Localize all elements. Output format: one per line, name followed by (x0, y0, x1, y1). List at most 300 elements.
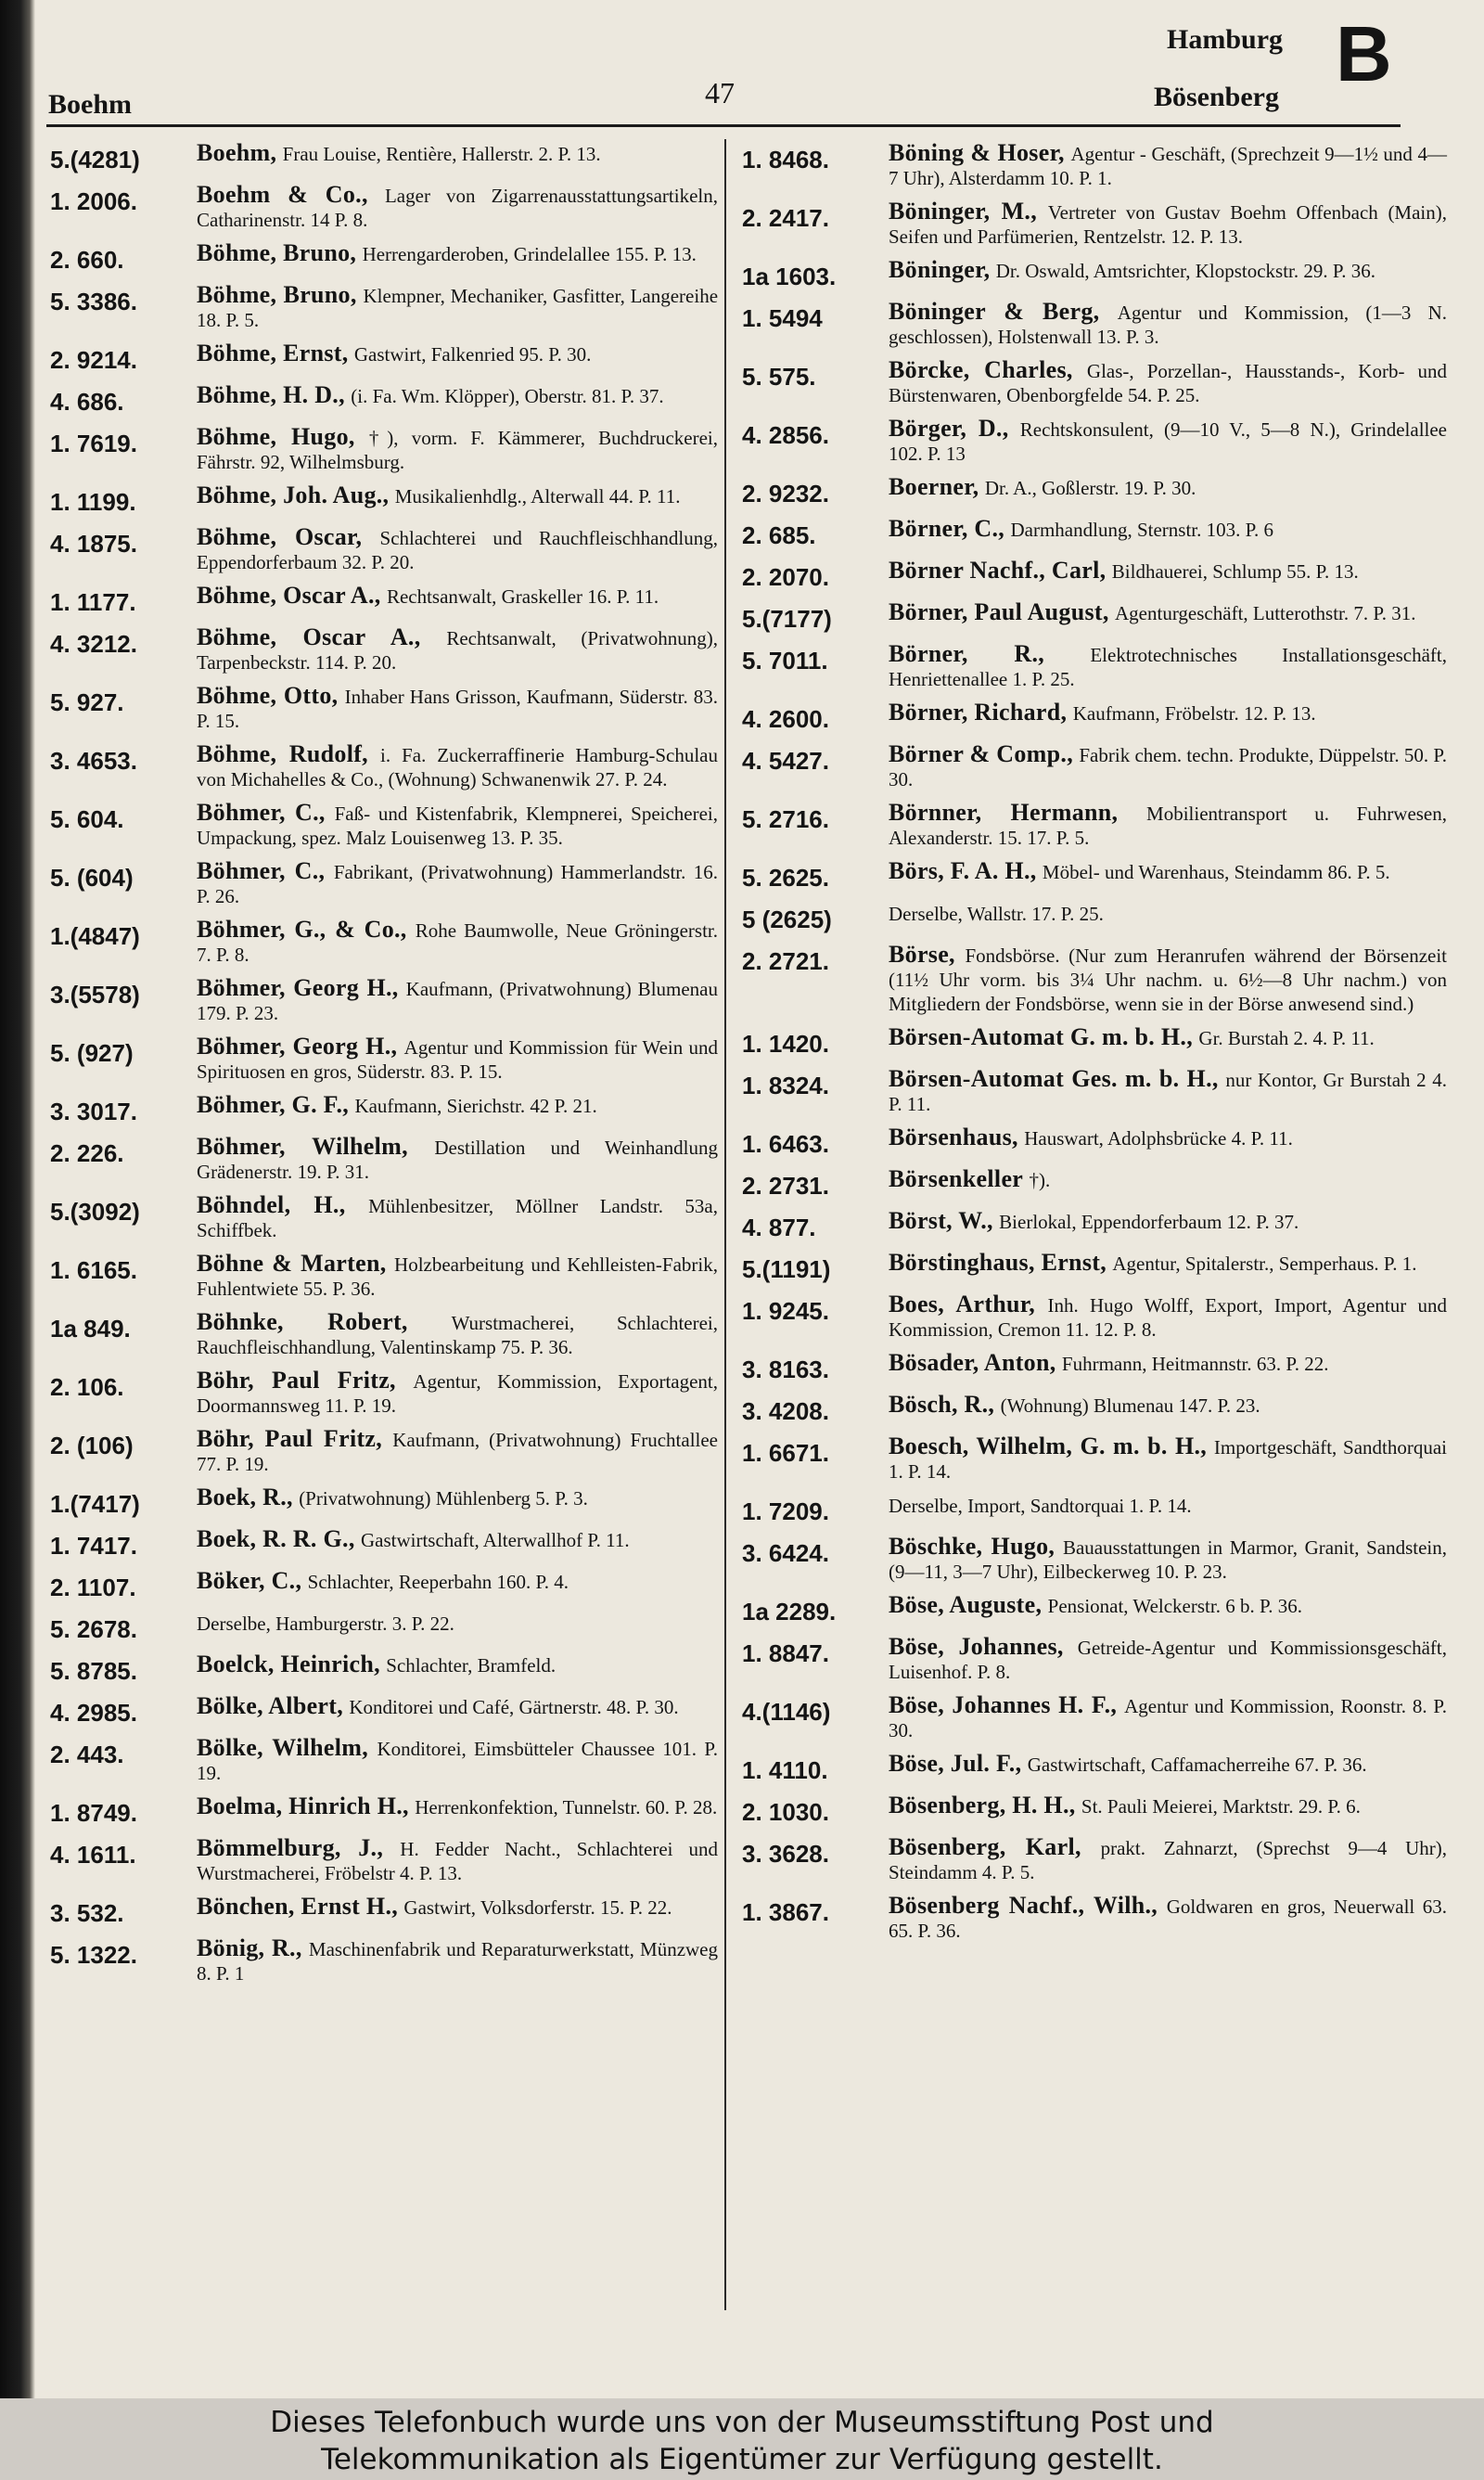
directory-entry (742, 1493, 1447, 1525)
entry-description: Mühlenbesitzer, Möllner Landstr. 53a, Schiffbek. (197, 1195, 719, 1241)
section-letter: B (1336, 10, 1392, 97)
phone-number: 1. 1420. (742, 1030, 829, 1058)
directory-entry (742, 141, 1447, 190)
phone-number: 5. 2716. (742, 805, 829, 833)
entry-description: Destillation und Weinhandlung Grädenerstr. 19. P. 31. (197, 1137, 719, 1183)
entry-name: Böhme, Otto, (197, 682, 339, 709)
entry-text (881, 300, 1447, 349)
phone-number: 3. 4653. (50, 747, 137, 775)
phone-number: 2. 106. (50, 1373, 124, 1401)
directory-entry (50, 283, 718, 332)
entry-name: Boerner, (889, 473, 979, 500)
entry-description: Fabrik chem. techn. Produkte, Düppelstr. 50. P. 30. (889, 744, 1447, 790)
entry-name: Börs, F. A. H., (889, 857, 1037, 884)
directory-entry (742, 300, 1447, 349)
directory-entry (50, 1694, 718, 1727)
entry-name: Bönchen, Ernst H., (197, 1893, 399, 1920)
phone-number: 5. 7011. (742, 647, 828, 675)
phone-number: 1. 3867. (742, 1898, 829, 1926)
entry-text (881, 1067, 1447, 1116)
phone-number: 1. 7209. (742, 1497, 829, 1525)
entry-text (189, 1794, 718, 1819)
entry-description: Bauausstattungen in Marmor, Granit, Sandstein, (9—11, 3—7 Uhr), Eilbeckerweg 10. P. 23. (889, 1536, 1448, 1583)
entry-description: Schlachterei und Rauchfleischhandlung, Eppendorferbaum 32. P. 20. (197, 527, 719, 573)
directory-entry (742, 1393, 1447, 1425)
phone-number: 2. 2731. (742, 1172, 829, 1200)
entry-text (189, 1485, 718, 1510)
directory-entry (50, 1093, 718, 1125)
entry-name: Böhnke, Robert, (197, 1308, 408, 1335)
phone-number: 5. 2625. (742, 864, 829, 892)
directory-entry (742, 517, 1447, 549)
phone-number: 1. 5494 (742, 304, 823, 332)
entry-name: Böhmer, Georg H., (197, 1033, 398, 1060)
phone-number: 4. 877. (742, 1214, 816, 1241)
left-column (50, 141, 718, 1995)
entry-description: Rechtsanwalt, Graskeller 16. P. 11. (386, 585, 659, 608)
entry-text (881, 1835, 1447, 1884)
directory-entry (50, 1427, 718, 1476)
entry-description: Musikalienhdlg., Alterwall 44. P. 11. (394, 485, 681, 508)
entry-description: Agentur und Kommission, Roonstr. 8. P. 30. (889, 1695, 1448, 1741)
entry-text (189, 1193, 718, 1242)
directory-entry (50, 684, 718, 733)
entry-text (881, 1251, 1447, 1276)
entry-description: Kaufmann, (Privatwohnung) Blumenau 179. P. 23. (197, 978, 719, 1024)
entry-text (881, 475, 1447, 500)
entry-text (881, 700, 1447, 726)
entry-description: Elektrotechnisches Installationsgeschäft, Henriettenallee 1. P. 25. (889, 644, 1447, 690)
entry-description: Gastwirt, Volksdorferstr. 15. P. 22. (403, 1896, 672, 1919)
entry-description: Schlachter, Reeperbahn 160. P. 4. (307, 1571, 569, 1593)
entry-description: Gastwirt, Falkenried 95. P. 30. (353, 343, 592, 366)
entry-description: Fabrikant, (Privatwohnung) Hammerlandstr. 16. P. 26. (197, 861, 719, 907)
directory-entry (742, 1793, 1447, 1826)
phone-number: 1. 1177. (50, 588, 136, 616)
entry-name: Bölke, Wilhelm, (197, 1734, 369, 1761)
entry-description: Agentur und Kommission, (1—3 N. geschlossen), Holstenwall 13. P. 3. (889, 302, 1448, 348)
phone-number: 2. 443. (50, 1741, 124, 1768)
entry-description: St. Pauli Meierei, Marktstr. 29. P. 6. (1081, 1795, 1361, 1818)
entry-description: Darmhandlung, Sternstr. 103. P. 6 (1010, 519, 1273, 541)
phone-number: 4. 1875. (50, 530, 137, 558)
directory-entry (50, 525, 718, 574)
entry-name: Böhmer, C., (197, 799, 326, 826)
entry-name: Bönig, R., (197, 1934, 302, 1961)
entry-description: Inhaber Hans Grisson, Kaufmann, Süderstr. 83. P. 15. (197, 686, 719, 732)
entry-description: Derselbe, Import, Sandtorquai 1. P. 14. (889, 1495, 1192, 1517)
phone-number: 5. (604) (50, 864, 134, 892)
entry-text (189, 383, 718, 408)
header-city: Hamburg (1167, 24, 1284, 55)
phone-number: 4. 2600. (742, 705, 829, 733)
entry-description: Rechtsanwalt, (Privatwohnung), Tarpenbeckstr. 114. P. 20. (197, 627, 718, 674)
entry-name: Böhme, Oscar, (197, 523, 363, 550)
entry-name: Börsenkeller (889, 1165, 1024, 1192)
directory-entry (50, 584, 718, 616)
entry-description: Rohe Baumwolle, Neue Gröningerstr. 7. P. 8. (197, 919, 719, 966)
entry-description: Faß- und Kistenfabrik, Klempnerei, Speicherei, Umpackung, spez. Malz Louisenweg 13. P. 35. (197, 803, 719, 849)
directory-entry (742, 642, 1447, 691)
phone-number: 2. 2721. (742, 947, 829, 975)
entry-name: Börstinghaus, Ernst, (889, 1249, 1107, 1276)
directory-entry (742, 1351, 1447, 1383)
entry-text (189, 1652, 718, 1677)
entry-name: Böse, Jul. F., (889, 1750, 1022, 1777)
entry-description: Agentur, Spitalerstr., Semperhaus. P. 1. (1112, 1253, 1417, 1275)
entry-description: Mobilientransport u. Fuhrwesen, Alexanderstr. 15. 17. P. 5. (889, 803, 1448, 849)
entry-text (881, 1351, 1447, 1376)
entry-description: Hauswart, Adolphsbrücke 4. P. 11. (1024, 1127, 1293, 1150)
entry-text (189, 1527, 718, 1552)
entry-text (881, 517, 1447, 542)
entry-description: Goldwaren en gros, Neuerwall 63. 65. P. 36. (889, 1895, 1448, 1942)
entry-description: Derselbe, Wallstr. 17. P. 25. (889, 903, 1104, 925)
entry-name: Böker, C., (197, 1567, 302, 1594)
directory-entry (50, 1736, 718, 1785)
phone-number: 4. 2856. (742, 421, 829, 449)
entry-text (881, 859, 1447, 884)
entry-name: Böhme, Rudolf, (197, 740, 368, 767)
directory-entry (50, 1135, 718, 1184)
directory-entry (50, 241, 718, 274)
entry-name: Börsenhaus, (889, 1124, 1018, 1150)
entry-text (189, 1368, 718, 1418)
entry-name: Börner & Comp., (889, 740, 1074, 767)
phone-number: 1a 849. (50, 1315, 131, 1343)
phone-number: 4.(1146) (742, 1698, 831, 1726)
phone-number: 5. 8785. (50, 1657, 137, 1685)
entry-text (881, 1635, 1447, 1684)
entry-description: Glas-, Porzellan-, Hausstands-, Korb- und Bürstenwaren, Obenborgfelde 54. P. 25. (889, 360, 1447, 406)
directory-entry (50, 1611, 718, 1643)
phone-number: 3.(5578) (50, 981, 140, 1009)
entry-text (881, 1393, 1447, 1418)
entry-description: i. Fa. Zuckerraffinerie Hamburg-Schulau von Michahelles & Co., (Wohnung) Schwanenwik 27. P. 24. (197, 744, 719, 790)
phone-number: 1. 7619. (50, 430, 137, 457)
entry-name: Börst, W., (889, 1207, 993, 1234)
phone-number: 2. 1107. (50, 1574, 136, 1601)
entry-text (189, 684, 718, 733)
entry-text (189, 1895, 718, 1920)
entry-text (189, 625, 718, 675)
directory-entry (50, 425, 718, 474)
entry-text (881, 1292, 1447, 1342)
phone-number: 2. 9214. (50, 346, 137, 374)
entry-text (189, 584, 718, 609)
entry-description: Getreide-Agentur und Kommissionsgeschäft, Luisenhof. P. 8. (889, 1637, 1447, 1683)
entry-text (189, 976, 718, 1025)
entry-description: Gastwirtschaft, Caffamacherreihe 67. P. 36. (1027, 1754, 1367, 1776)
header-rule (46, 124, 1401, 127)
directory-entry (50, 483, 718, 516)
directory-entry (50, 1485, 718, 1518)
entry-description: Rechtskonsulent, (9—10 V., 5—8 N.), Grindelallee 102. P. 13 (889, 418, 1448, 465)
directory-entry (742, 1693, 1447, 1742)
phone-number: 5.(3092) (50, 1198, 140, 1226)
entry-name: Böhme, Bruno, (197, 239, 357, 266)
entry-name: Boesch, Wilhelm, G. m. b. H., (889, 1433, 1208, 1459)
entry-text (189, 341, 718, 366)
directory-entry (742, 1209, 1447, 1241)
entry-name: Boes, Arthur, (889, 1291, 1036, 1317)
directory-entry (50, 1936, 718, 1985)
entry-description: Kaufmann, Sierichstr. 42 P. 21. (354, 1095, 597, 1117)
phone-number: 3. 532. (50, 1899, 124, 1927)
phone-number: 1. 6165. (50, 1256, 137, 1284)
entry-text (189, 141, 718, 166)
directory-entry (742, 1025, 1447, 1058)
directory-entry (742, 1752, 1447, 1784)
entry-name: Böhme, Ernst, (197, 340, 349, 366)
entry-text (189, 859, 718, 908)
directory-entry (742, 1835, 1447, 1884)
entry-text (189, 1694, 718, 1719)
directory-entry (742, 1635, 1447, 1684)
entry-name: Börger, D., (889, 415, 1009, 442)
entry-description: Konditorei, Eimsbütteler Chaussee 101. P. 19. (197, 1738, 718, 1784)
entry-text (881, 1025, 1447, 1050)
entry-description: Möbel- und Warenhaus, Steindamm 86. P. 5. (1042, 861, 1390, 883)
directory-entry (742, 700, 1447, 733)
directory-entry (50, 1895, 718, 1927)
entry-name: Böninger & Berg, (889, 298, 1100, 325)
entry-name: Börsen-Automat G. m. b. H., (889, 1023, 1194, 1050)
entry-text (189, 1034, 718, 1084)
entry-name: Bösenberg, Karl, (889, 1833, 1081, 1860)
directory-entry (50, 1310, 718, 1359)
entry-text (189, 742, 718, 791)
entry-name: Börner, Richard, (889, 699, 1068, 726)
entry-name: Böschke, Hugo, (889, 1533, 1055, 1560)
directory-entry (742, 943, 1447, 1016)
entry-name: Bösader, Anton, (889, 1349, 1056, 1376)
entry-description: Agenturgeschäft, Lutterothstr. 7. P. 31. (1115, 602, 1416, 624)
entry-text (189, 241, 718, 266)
entry-description: Inh. Hugo Wolff, Export, Import, Agentur und Kommission, Cremon 11. 12. P. 8. (889, 1294, 1448, 1341)
page-binding-edge (0, 0, 35, 2398)
entry-description: Lager von Zigarrenausstattungsartikeln, Catharinenstr. 14 P. 8. (197, 185, 718, 231)
entry-text (881, 1535, 1447, 1584)
directory-entry (742, 1251, 1447, 1283)
directory-entry (742, 258, 1447, 290)
header-last-name: Bösenberg (1154, 82, 1279, 112)
entry-name: Böhmer, G., & Co., (197, 916, 407, 943)
entry-name: Boek, R., (197, 1484, 293, 1510)
entry-text (881, 600, 1447, 625)
directory-entry (742, 600, 1447, 633)
phone-number: 4. 1611. (50, 1841, 136, 1869)
directory-entry (742, 358, 1447, 407)
entry-description: Agentur - Geschäft, (Sprechzeit 9—1½ und 4—7 Uhr), Alsterdamm 10. P. 1. (889, 143, 1447, 189)
phone-number: 1.(7417) (50, 1490, 140, 1518)
entry-text (881, 901, 1447, 926)
entry-description: Fuhrmann, Heitmannstr. 63. P. 22. (1061, 1353, 1329, 1375)
entry-name: Böhmer, Georg H., (197, 974, 399, 1001)
entry-name: Bölke, Albert, (197, 1692, 344, 1719)
directory-entry (50, 918, 718, 967)
directory-entry (50, 1034, 718, 1084)
entry-name: Börnner, Hermann, (889, 799, 1119, 826)
entry-text (189, 1836, 718, 1885)
entry-name: Böning & Hoser, (889, 139, 1065, 166)
directory-entry (50, 1836, 718, 1885)
phone-number: 1. 8468. (742, 146, 829, 173)
phone-number: 1. 2006. (50, 187, 137, 215)
phone-number: 1a 2289. (742, 1598, 837, 1625)
directory-entry (50, 1794, 718, 1827)
entry-description: Agentur und Kommission für Wein und Spirituosen en gros, Süderstr. 83. P. 15. (197, 1036, 719, 1083)
entry-description: Importgeschäft, Sandthorquai 1. P. 14. (889, 1436, 1448, 1483)
entry-text (881, 1493, 1447, 1518)
phone-number: 1. 8749. (50, 1799, 137, 1827)
entry-name: Böse, Johannes, (889, 1633, 1064, 1660)
entry-name: Böhme, Oscar A., (197, 623, 421, 650)
entry-description: Bierlokal, Eppendorferbaum 12. P. 37. (999, 1211, 1299, 1233)
directory-entry (50, 1252, 718, 1301)
entry-text (189, 801, 718, 850)
directory-entry (50, 1652, 718, 1685)
entry-text (189, 425, 718, 474)
phone-number: 2. 1030. (742, 1798, 829, 1826)
entry-description: Frau Louise, Rentière, Hallerstr. 2. P. 13. (282, 143, 601, 165)
entry-text (189, 183, 718, 232)
entry-name: Böhne & Marten, (197, 1250, 387, 1277)
entry-name: Börcke, Charles, (889, 356, 1073, 383)
phone-number: 2. 9232. (742, 480, 829, 508)
entry-text (881, 1434, 1447, 1484)
footer-line-2: Telekommunikation als Eigentümer zur Verfügung gestellt. (321, 2443, 1163, 2476)
entry-description: (Privatwohnung) Mühlenberg 5. P. 3. (299, 1487, 588, 1510)
entry-text (189, 918, 718, 967)
entry-name: Böhmer, G. F., (197, 1091, 350, 1118)
phone-number: 4. 5427. (742, 747, 829, 775)
page-number: 47 (705, 76, 735, 109)
header-first-name: Boehm (48, 89, 132, 120)
entry-description: Klempner, Mechaniker, Gasfitter, Langereihe 18. P. 5. (197, 285, 719, 331)
entry-description: †), vorm. F. Kämmerer, Buchdruckerei, Fährstr. 92, Wilhelmsburg. (197, 427, 718, 473)
entry-name: Börse, (889, 941, 955, 968)
entry-text (881, 1693, 1447, 1742)
entry-description: Fondsbörse. (Nur zum Heranrufen während der Börsenzeit (11½ Uhr vorm. bis 3¼ Uhr nachm. u. 6½—8 Uhr nachm.) von Mitgliedern der Fondsbörse, wenn sie in der Börse anwesend sind.) (889, 944, 1448, 1015)
phone-number: 3. 6424. (742, 1539, 829, 1567)
directory-entry (50, 1193, 718, 1242)
phone-number: 5.(7177) (742, 605, 832, 633)
entry-description: Derselbe, Hamburgerstr. 3. P. 22. (197, 1613, 454, 1635)
phone-number: 2. 660. (50, 246, 124, 274)
entry-text (189, 1310, 718, 1359)
entry-text (881, 258, 1447, 283)
entry-text (881, 1167, 1447, 1192)
entry-description: Herrengarderoben, Grindelallee 155. P. 13. (362, 243, 697, 265)
entry-description: Holzbearbeitung und Kehlleisten-Fabrik, Fuhlentwiete 55. P. 36. (197, 1253, 718, 1300)
directory-entry (742, 1167, 1447, 1200)
entry-text (189, 1093, 718, 1118)
phone-number: 2. (106) (50, 1432, 134, 1459)
entry-name: Boehm & Co., (197, 181, 368, 208)
entry-text (881, 358, 1447, 407)
phone-number: 4. 3212. (50, 630, 137, 658)
directory-entry (50, 742, 718, 791)
column-divider (724, 139, 726, 2310)
entry-name: Böhmer, C., (197, 857, 326, 884)
entry-description: Dr. Oswald, Amtsrichter, Klopstockstr. 29. P. 36. (995, 260, 1375, 282)
entry-name: Böhr, Paul Fritz, (197, 1425, 383, 1452)
entry-text (189, 1611, 718, 1636)
phone-number: 2. 226. (50, 1139, 124, 1167)
entry-text (881, 141, 1447, 190)
entry-name: Böhme, Hugo, (197, 423, 355, 450)
entry-name: Böhndel, H., (197, 1191, 346, 1218)
entry-description: Schlachter, Bramfeld. (386, 1654, 556, 1677)
entry-name: Böse, Johannes H. F., (889, 1691, 1118, 1718)
right-column (742, 141, 1447, 1952)
entry-description: Bildhauerei, Schlump 55. P. 13. (1111, 560, 1359, 583)
entry-text (881, 199, 1447, 249)
directory-entry (50, 1368, 718, 1418)
phone-number: 3. 4208. (742, 1397, 829, 1425)
entry-text (881, 642, 1447, 691)
entry-description: Gastwirtschaft, Alterwallhof P. 11. (360, 1529, 630, 1551)
directory-entry (742, 1434, 1447, 1484)
entry-name: Böhme, Bruno, (197, 281, 357, 308)
directory-entry (742, 801, 1447, 850)
entry-name: Boelma, Hinrich H., (197, 1793, 409, 1819)
entry-text (189, 1252, 718, 1301)
entry-description: (i. Fa. Wm. Klöpper), Oberstr. 81. P. 37. (351, 385, 664, 407)
directory-entry (50, 341, 718, 374)
directory-entry (50, 141, 718, 173)
directory-entry (742, 1535, 1447, 1584)
entry-name: Boehm, (197, 139, 277, 166)
phone-number: 5. 1322. (50, 1941, 137, 1969)
phone-number: 5. 927. (50, 688, 124, 716)
directory-entry (742, 1067, 1447, 1116)
entry-description: Maschinenfabrik und Reparaturwerkstatt, Münzweg 8. P. 1 (197, 1938, 718, 1985)
entry-text (881, 1752, 1447, 1777)
entry-description: †). (1029, 1169, 1051, 1191)
entry-name: Böhme, H. D., (197, 381, 345, 408)
phone-number: 5. 604. (50, 805, 124, 833)
phone-number: 5. (927) (50, 1039, 134, 1067)
entry-description: Wurstmacherei, Schlachterei, Rauchfleischhandlung, Valentinskamp 75. P. 36. (197, 1312, 718, 1358)
entry-name: Böhme, Oscar A., (197, 582, 381, 609)
phone-number: 1. 4110. (742, 1756, 828, 1784)
entry-name: Börner, R., (889, 640, 1045, 667)
phone-number: 5. 3386. (50, 288, 137, 315)
directory-entry (742, 475, 1447, 508)
entry-text (881, 1894, 1447, 1943)
directory-entry (742, 901, 1447, 933)
entry-description: (Wohnung) Blumenau 147. P. 23. (1000, 1394, 1260, 1417)
entry-name: Börsen-Automat Ges. m. b. H., (889, 1065, 1219, 1092)
phone-number: 1. 6671. (742, 1439, 829, 1467)
phone-number: 2. 2070. (742, 563, 829, 591)
entry-description: Gr. Burstah 2. 4. P. 11. (1198, 1027, 1375, 1049)
entry-text (881, 1593, 1447, 1618)
entry-text (881, 801, 1447, 850)
entry-name: Bömmelburg, J., (197, 1834, 384, 1861)
entry-name: Bösch, R., (889, 1391, 995, 1418)
phone-number: 3. 3017. (50, 1098, 137, 1125)
entry-description: H. Fedder Nacht., Schlachterei und Wurstmacherei, Fröbelstr 4. P. 13. (197, 1838, 718, 1884)
phone-number: 3. 3628. (742, 1840, 829, 1868)
entry-text (881, 1793, 1447, 1818)
phone-number: 1. 1199. (50, 488, 136, 516)
entry-name: Boek, R. R. G., (197, 1525, 355, 1552)
phone-number: 3. 8163. (742, 1356, 829, 1383)
phone-number: 2. 2417. (742, 204, 829, 232)
